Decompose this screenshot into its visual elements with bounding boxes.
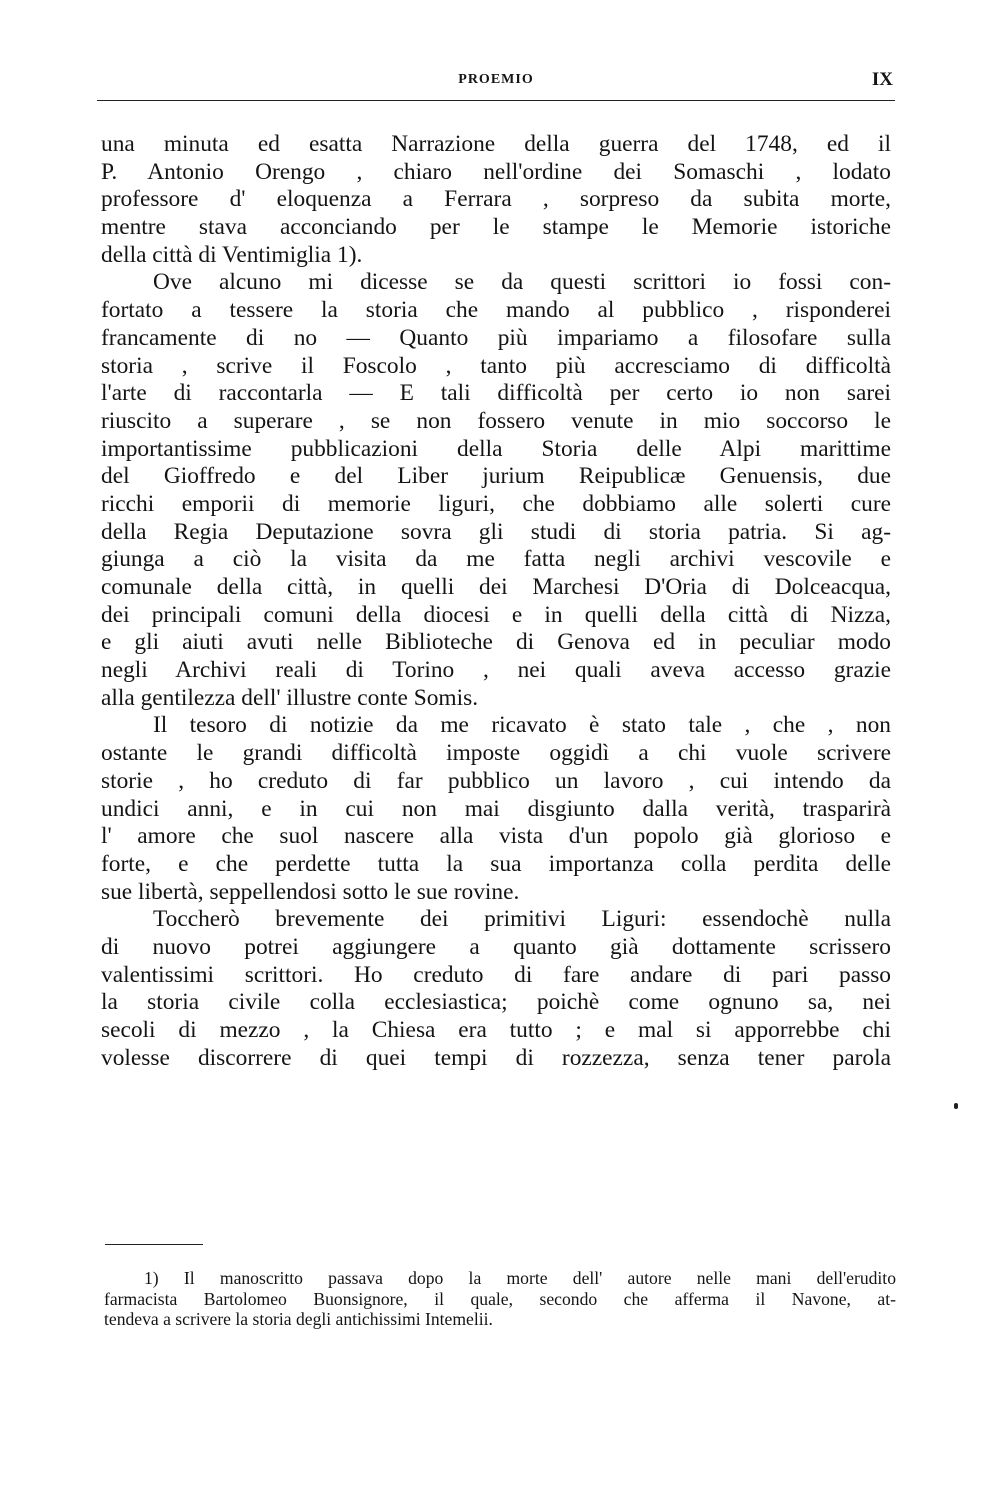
text-line: l' amore che suol nascere alla vista d'un popolo già glorioso e bbox=[101, 823, 891, 850]
text-line: francamente di no — Quanto più impariamo a filosofare sulla bbox=[101, 324, 891, 351]
text-line: secoli di mezzo , la Chiesa era tutto ; e mal si apporrebbe chi bbox=[101, 1017, 891, 1043]
text-line: una minuta ed esatta Narrazione della guerra del 1748, ed il bbox=[101, 131, 891, 157]
text-line: sue libertà, seppellendosi sotto le sue rovine. bbox=[101, 878, 520, 905]
text-line: storia , scrive il Foscolo , tanto più accresciamo di difficoltà bbox=[101, 352, 891, 379]
footnote-rule bbox=[105, 1244, 203, 1245]
text-line: giunga a ciò la visita da me fatta negli archivi vescovile e bbox=[101, 546, 891, 573]
running-head bbox=[97, 69, 895, 94]
text-line: storie , ho creduto di far pubblico un lavoro , cui intendo da bbox=[101, 767, 891, 794]
footnote bbox=[104, 1268, 896, 1330]
text-line: comunale della città, in quelli dei Marchesi D'Oria di Dolceacqua, bbox=[101, 574, 891, 600]
text-line: l'arte di raccontarla — E tali difficoltà per certo io non sarei bbox=[101, 380, 891, 407]
text-line: negli Archivi reali di Torino , nei quali aveva accesso grazie bbox=[101, 657, 891, 684]
text-line: alla gentilezza dell' illustre conte Somis. bbox=[101, 684, 479, 711]
text-line: fortato a tessere la storia che mando al pubblico , risponderei bbox=[101, 297, 891, 324]
page-number: IX bbox=[871, 69, 893, 90]
text-line: P. Antonio Orengo , chiaro nell'ordine dei Somaschi , lodato bbox=[101, 158, 891, 185]
text-line: ostante le grandi difficoltà imposte oggidì a chi vuole scrivere bbox=[101, 740, 891, 767]
text-line: la storia civile colla ecclesiastica; poichè come ognuno sa, nei bbox=[101, 989, 891, 1016]
text-line: ricchi emporii di memorie liguri, che dobbiamo alle solerti cure bbox=[101, 490, 891, 517]
text-line: undici anni, e in cui non mai disgiunto dalla verità, trasparirà bbox=[101, 795, 891, 822]
footnote-line: tendeva a scrivere la storia degli antichissimi Intemelii. bbox=[104, 1309, 493, 1329]
running-title: PROEMIO bbox=[458, 72, 534, 87]
margin-mark bbox=[954, 1103, 958, 1109]
body-text bbox=[101, 131, 891, 1072]
footnote-line: 1) Il manoscritto passava dopo la morte dell' autore nelle mani dell'erudito bbox=[144, 1268, 896, 1288]
text-line: del Gioffredo e del Liber jurium Reipublicæ Genuensis, due bbox=[101, 463, 891, 490]
footnote-line: farmacista Bartolomeo Buonsignore, il quale, secondo che afferma il Navone, at- bbox=[104, 1288, 896, 1309]
text-line: di nuovo potrei aggiungere a quanto già dottamente scrissero bbox=[101, 933, 891, 960]
text-line: riuscito a superare , se non fossero venute in mio soccorso le bbox=[101, 407, 891, 434]
text-line: mentre stava acconciando per le stampe le Memorie istoriche bbox=[101, 214, 891, 241]
text-line: Il tesoro di notizie da me ricavato è stato tale , che , non bbox=[153, 712, 891, 739]
text-line: professore d' eloquenza a Ferrara , sorpreso da subita morte, bbox=[101, 186, 891, 213]
text-line: dei principali comuni della diocesi e in quelli della città di Nizza, bbox=[101, 601, 891, 628]
header-rule bbox=[97, 100, 895, 101]
text-line: Toccherò brevemente dei primitivi Liguri: essendochè nulla bbox=[153, 906, 891, 933]
text-line: Ove alcuno mi dicesse se da questi scrittori io fossi con- bbox=[153, 269, 891, 296]
text-line: e gli aiuti avuti nelle Biblioteche di Genova ed in peculiar modo bbox=[101, 629, 891, 656]
text-line: volesse discorrere di quei tempi di rozzezza, senza tener parola bbox=[101, 1044, 891, 1071]
text-line: importantissime pubblicazioni della Storia delle Alpi marittime bbox=[101, 435, 891, 462]
text-line: della città di Ventimiglia 1). bbox=[101, 241, 363, 268]
text-line: valentissimi scrittori. Ho creduto di fare andare di pari passo bbox=[101, 961, 891, 988]
text-line: della Regia Deputazione sovra gli studi di storia patria. Si ag- bbox=[101, 518, 891, 545]
text-line: forte, e che perdette tutta la sua importanza colla perdita delle bbox=[101, 850, 891, 877]
